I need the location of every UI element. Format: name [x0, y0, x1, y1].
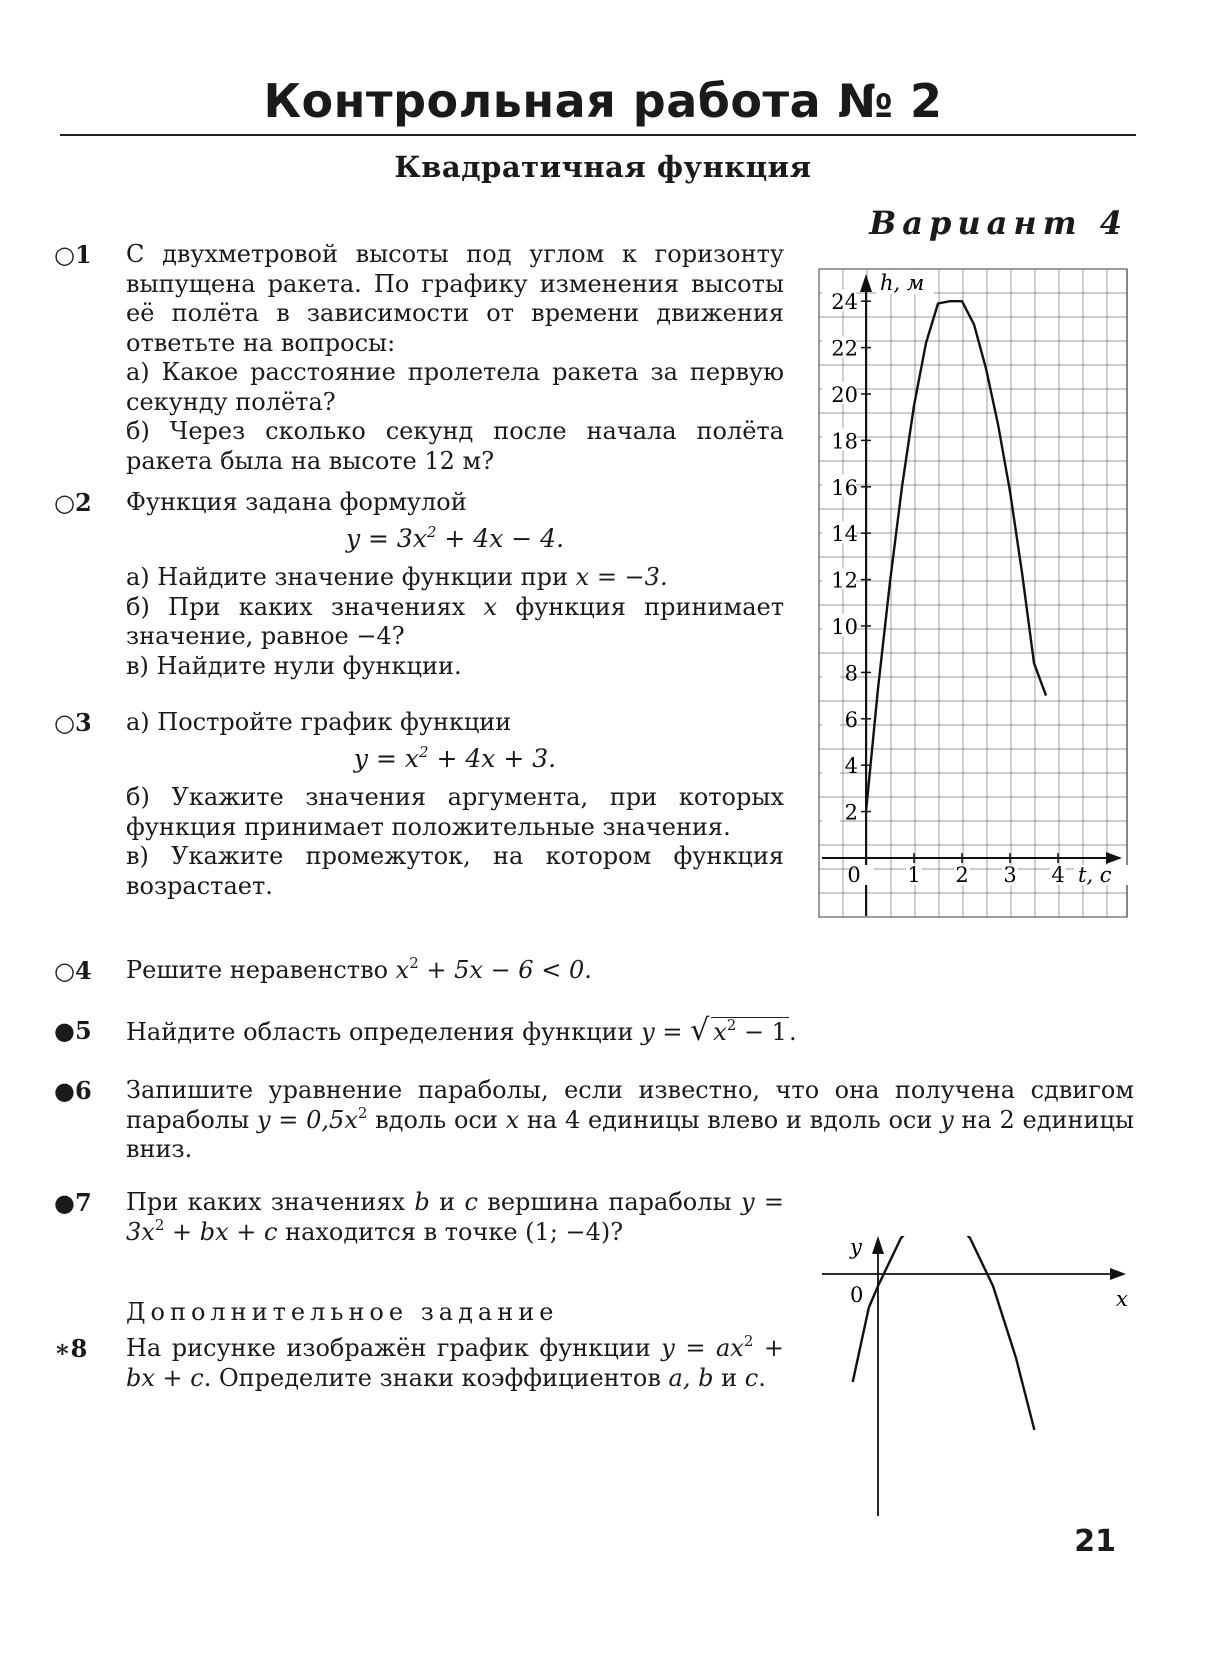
problem-7: ●7 При каких значениях b и c вершина параболы $y = 3x^2$ + bx + c находится в точке (1; −4)? [54, 1188, 784, 1246]
y-tick-label: 18 [831, 429, 858, 454]
x-axis-label: x [1116, 1287, 1128, 1311]
problem-5-marker: ●5 [54, 1016, 92, 1045]
y-tick-label-bg [822, 707, 840, 729]
page-title: Контрольная работа № 2 [263, 74, 943, 128]
y-axis-label: y [850, 1236, 862, 1259]
variant-label: Вариант 4 [869, 204, 1128, 242]
y-tick-label-bg [822, 753, 840, 775]
problem-3-part-a: а) Постройте график функции [126, 708, 512, 736]
problem-6-marker: ●6 [54, 1076, 92, 1105]
origin-label: 0 [850, 1283, 864, 1307]
y-tick-label: 12 [831, 568, 858, 593]
problem-1 [54, 240, 784, 476]
x-tick-label: 1 [907, 863, 921, 887]
problem-3-part-b: б) Укажите значения аргумента, при которых функция принимает положительные значения. [126, 783, 784, 841]
y-tick-label: 6 [844, 707, 858, 732]
title-rule [60, 134, 1136, 136]
problem-6: ●6 Запишите уравнение параболы, если известно, что она получена сдвигом параболы $y = 0,5x^2$ вдоль оси x на 4 единицы влево и вдоль оси y на 2 единицы вниз. [54, 1076, 1135, 1163]
problem-3-part-c: в) Укажите промежуток, на котором функция возрастает. [126, 842, 784, 900]
height-time-graph [818, 268, 1138, 928]
y-tick-label: 14 [831, 522, 858, 547]
additional-task-heading: Дополнительное задание [126, 1298, 559, 1326]
x-tick-label: 2 [955, 863, 969, 887]
y-tick-label: 20 [831, 383, 858, 407]
problem-4: ○4 Решите неравенство $x^2 + 5x - 6 < 0$. [54, 954, 592, 985]
problem-2-formula: $y = 3x^2 + 4x - 4$. [345, 522, 565, 553]
page-subtitle: Квадратичная функция [394, 150, 812, 184]
y-tick-label: 22 [831, 336, 858, 361]
problem-2-intro: Функция задана формулой [126, 488, 467, 516]
y-tick-label-bg [822, 660, 840, 682]
problem-1-part-b: б) Через сколько секунд после начала полёта ракета была на высоте 12 м? [126, 417, 784, 475]
problem-1-intro: С двухметровой высоты под углом к горизонту выпущена ракета. По графику изменения высоты её полёта в зависимости от времени движения ответьте на вопросы: [126, 240, 784, 357]
problem-2-marker: ○2 [54, 488, 92, 517]
problem-5: ●5 Найдите область определения функции y = √ $x^2 - 1$. [54, 1013, 797, 1048]
x-tick-label: 4 [1051, 863, 1065, 887]
problem-2-part-a: а) Найдите значение функции при x = −3. [126, 563, 668, 591]
y-tick-label: 16 [831, 475, 858, 500]
height-curve [866, 301, 1046, 811]
x-axis-arrow [1110, 1268, 1126, 1280]
radicand: $x^2 - 1$ [713, 1016, 787, 1046]
y-tick-label: 8 [844, 661, 858, 686]
problem-3-marker: ○3 [54, 708, 92, 737]
parabola-graph [820, 1236, 1140, 1526]
y-tick-label: 10 [831, 615, 858, 639]
y-tick-label-bg [822, 800, 840, 822]
problem-3-formula: $y = x^2 + 4x + 3$. [353, 742, 557, 773]
x-axis-label: t, с [1078, 863, 1112, 887]
y-tick-label: 24 [831, 290, 858, 315]
problem-7-marker: ●7 [54, 1188, 92, 1217]
problem-3 [54, 708, 784, 901]
problem-2-part-b: б) При каких значениях x функция принимает значение, равное −4? [126, 592, 784, 650]
y-axis-arrow [872, 1236, 884, 1254]
page-number: 21 [1074, 1524, 1116, 1559]
problem-8: ∗8 На рисунке изображён график функции $y = ax^2$ + bx + c. Определите знаки коэффициентов a, b и c. [54, 1332, 784, 1392]
y-tick-label: 4 [844, 754, 858, 779]
problem-2-part-c: в) Найдите нули функции. [126, 651, 462, 680]
problem-1-marker: ○1 [54, 240, 92, 269]
x-tick-label: 0 [847, 863, 861, 887]
problem-1-part-a: а) Какое расстояние пролетела ракета за первую секунду полёта? [126, 358, 784, 416]
y-axis-label: h, м [880, 271, 925, 295]
y-axis-arrow [860, 274, 872, 292]
x-tick-label: 3 [1003, 863, 1017, 887]
y-tick-label: 2 [844, 800, 858, 825]
problem-4-marker: ○4 [54, 956, 92, 985]
problem-2 [54, 488, 784, 681]
parabola-curve [853, 1236, 1035, 1430]
sqrt-sign: √ [690, 1013, 710, 1048]
problem-8-marker: ∗8 [54, 1334, 88, 1363]
